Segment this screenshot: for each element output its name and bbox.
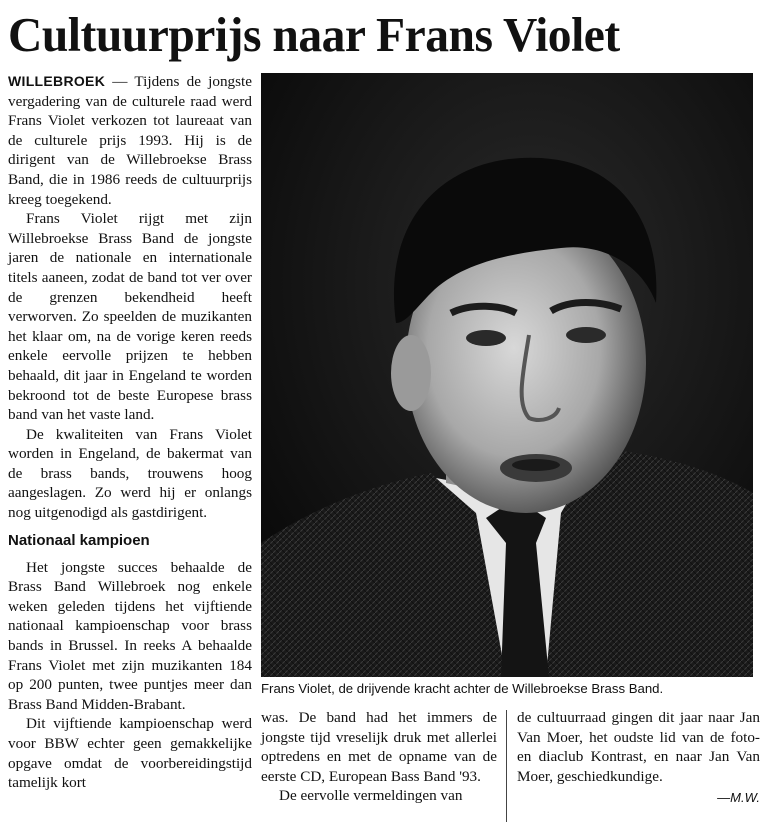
body-paragraph: de cultuurraad gingen dit jaar naar Jan Van Moer, het oudste lid van de foto- en diaclub Kontrast, en naar Jan Van Moer, geschiedkundige. — [517, 709, 760, 785]
body-paragraph: Dit vijftiende kampioenschap werd voor BBW echter geen gemakkelijke opgave omdat de voorbereidingstijd tamelijk kort — [8, 715, 252, 792]
lead-text: — Tijdens de jongste vergadering van de culturele raad werd Frans Violet verkozen tot laureaat van de culturele prijs 1993. Hij is de dirigent van de Willebroekse Brass Band, die in 1986 reeds de cultuurprijs kreeg toegekend. — [8, 73, 252, 208]
subheading: Nationaal kampioen — [8, 531, 150, 549]
body-paragraph: De eervolle vermeldingen van — [279, 787, 463, 805]
article-column-3 — [517, 708, 760, 808]
article-column-1 — [8, 72, 252, 793]
body-paragraph: Het jongste succes behaalde de Brass Band Willebroek nog enkele weken geleden tijdens het vijftiende nationaal kampioenschap voor brass bands in Brussel. In reeks A behaalde Frans Violet met zijn muzikanten 184 op 200 punten, twee puntjes meer dan Brass Band Midden-Brabant. — [8, 558, 252, 713]
body-paragraph: De kwaliteiten van Frans Violet worden in Engeland, de bakermat van de brass bands, trouwens hoog aangeslagen. Zo werd hij er onlangs nog uitgenodigd als gastdirigent. — [8, 425, 252, 522]
body-paragraph: Frans Violet rijgt met zijn Willebroekse Brass Band de jongste jaren de nationale en internationale titels aaneen, zodat de band tot ver over de grenzen bekendheid heeft verworven. Zo speelden de muzikanten het klaar om, na de vorige keren reeds enkele eervolle prijzen te hebben behaald, dit jaar in Engeland te worden bekroond tot de beste Europese brass band van het vaste land. — [8, 210, 252, 424]
portrait-photo — [261, 73, 753, 677]
author-signature: —M.W. — [717, 790, 760, 806]
article-column-2 — [261, 708, 497, 806]
headline: Cultuurprijs naar Frans Violet — [8, 7, 620, 62]
lead-paragraph — [8, 72, 252, 209]
dateline: WILLEBROEK — [8, 73, 106, 89]
portrait-illustration — [261, 73, 753, 677]
photo-caption: Frans Violet, de drijvende kracht achter de Willebroekse Brass Band. — [261, 681, 664, 696]
body-paragraph: was. De band had het immers de jongste tijd vreselijk druk met allerlei optredens en met de opname van de eerste CD, European Bass Band '93. — [261, 709, 497, 785]
column-divider — [506, 710, 507, 822]
